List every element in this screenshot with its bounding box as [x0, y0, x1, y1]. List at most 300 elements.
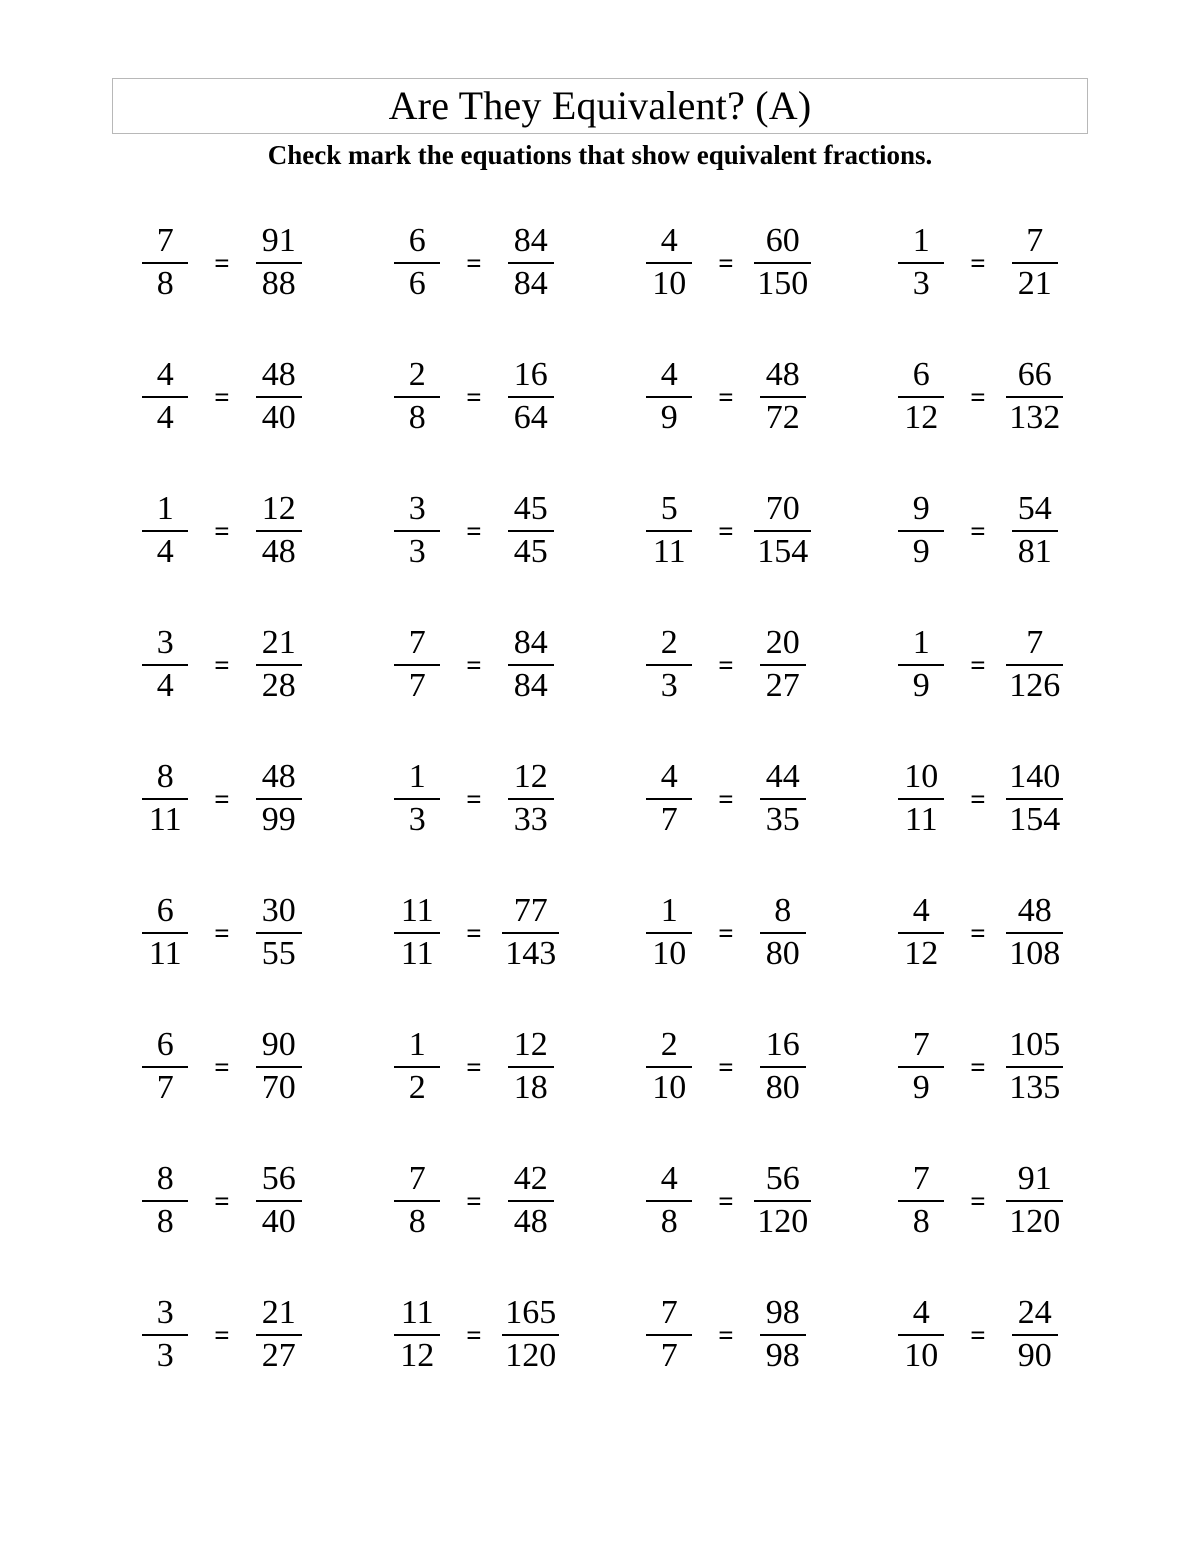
right-fraction-fraction-bar	[1006, 664, 1063, 666]
left-fraction-slot	[888, 1162, 954, 1239]
right-fraction-denominator: 40	[261, 1203, 296, 1240]
right-fraction	[256, 760, 302, 837]
left-fraction	[646, 1028, 692, 1105]
right-fraction-fraction-bar	[508, 530, 554, 532]
right-fraction	[256, 1028, 302, 1105]
problem-33[interactable]	[96, 1268, 348, 1402]
equals-sign: =	[214, 917, 230, 948]
right-fraction-slot	[246, 1296, 312, 1373]
right-fraction-slot	[750, 894, 816, 971]
left-fraction-slot	[636, 358, 702, 435]
right-fraction-fraction-bar	[754, 530, 811, 532]
left-fraction-fraction-bar	[142, 932, 188, 934]
left-fraction-denominator: 8	[408, 1203, 426, 1240]
left-fraction-denominator: 8	[156, 1203, 174, 1240]
left-fraction-numerator: 7	[156, 222, 174, 260]
left-fraction-denominator: 11	[652, 533, 686, 570]
left-fraction	[646, 358, 692, 435]
right-fraction-fraction-bar	[1012, 262, 1058, 264]
right-fraction-fraction-bar	[1012, 1334, 1058, 1336]
left-fraction-fraction-bar	[898, 664, 944, 666]
equals-sign: =	[718, 247, 734, 278]
left-fraction-fraction-bar	[394, 396, 440, 398]
right-fraction-numerator: 66	[1017, 356, 1052, 394]
right-fraction-slot	[1002, 760, 1068, 837]
equals-sign: =	[718, 917, 734, 948]
problem-18[interactable]	[348, 732, 600, 866]
right-fraction-denominator: 135	[1009, 1069, 1061, 1106]
right-fraction-fraction-bar	[1006, 932, 1063, 934]
left-fraction-numerator: 4	[660, 356, 678, 394]
equals-sign: =	[466, 1051, 482, 1082]
right-fraction-slot	[750, 1028, 816, 1105]
left-fraction-denominator: 11	[400, 935, 434, 972]
problem-grid	[96, 196, 1104, 1402]
right-fraction-slot	[246, 1162, 312, 1239]
problem-8[interactable]	[852, 330, 1104, 464]
right-fraction-denominator: 80	[765, 935, 800, 972]
left-fraction-denominator: 11	[148, 801, 182, 838]
right-fraction-slot	[750, 1296, 816, 1373]
right-fraction	[1006, 1162, 1063, 1239]
left-fraction-denominator: 8	[156, 265, 174, 302]
problem-4[interactable]	[852, 196, 1104, 330]
right-fraction-numerator: 42	[513, 1160, 548, 1198]
problem-29[interactable]	[96, 1134, 348, 1268]
left-fraction-denominator: 12	[400, 1337, 435, 1374]
right-fraction	[1006, 1028, 1063, 1105]
left-fraction-denominator: 3	[912, 265, 930, 302]
right-fraction-numerator: 91	[261, 222, 296, 260]
left-fraction-denominator: 9	[912, 667, 930, 704]
left-fraction-fraction-bar	[646, 530, 692, 532]
left-fraction-fraction-bar	[646, 798, 692, 800]
left-fraction-numerator: 4	[660, 222, 678, 260]
right-fraction-numerator: 7	[1026, 624, 1044, 662]
left-fraction-fraction-bar	[142, 664, 188, 666]
page-title: Are They Equivalent? (A)	[388, 83, 812, 128]
left-fraction-denominator: 10	[652, 935, 687, 972]
right-fraction-numerator: 105	[1009, 1026, 1061, 1064]
right-fraction	[256, 358, 302, 435]
left-fraction-numerator: 4	[912, 1294, 930, 1332]
right-fraction-numerator: 84	[513, 624, 548, 662]
left-fraction-numerator: 8	[156, 1160, 174, 1198]
left-fraction-numerator: 6	[156, 892, 174, 930]
left-fraction-fraction-bar	[142, 396, 188, 398]
left-fraction-slot	[636, 1028, 702, 1105]
problem-20[interactable]	[852, 732, 1104, 866]
problem-7[interactable]	[600, 330, 852, 464]
right-fraction-fraction-bar	[256, 1334, 302, 1336]
problem-16[interactable]	[852, 598, 1104, 732]
right-fraction-numerator: 7	[1026, 222, 1044, 260]
right-fraction	[508, 1162, 554, 1239]
problem-22[interactable]	[348, 866, 600, 1000]
right-fraction-fraction-bar	[256, 530, 302, 532]
problem-25[interactable]	[96, 1000, 348, 1134]
right-fraction-slot	[498, 224, 564, 301]
right-fraction	[508, 224, 554, 301]
equals-sign: =	[718, 381, 734, 412]
problem-32[interactable]	[852, 1134, 1104, 1268]
problem-27[interactable]	[600, 1000, 852, 1134]
right-fraction-fraction-bar	[256, 1066, 302, 1068]
left-fraction	[142, 894, 188, 971]
left-fraction-numerator: 4	[156, 356, 174, 394]
right-fraction-fraction-bar	[1006, 1066, 1063, 1068]
left-fraction-fraction-bar	[142, 1066, 188, 1068]
left-fraction-numerator: 2	[408, 356, 426, 394]
right-fraction	[1012, 224, 1058, 301]
left-fraction-denominator: 3	[660, 667, 678, 704]
left-fraction-slot	[384, 358, 450, 435]
equals-sign: =	[466, 783, 482, 814]
right-fraction	[760, 760, 806, 837]
problem-34[interactable]	[348, 1268, 600, 1402]
problem-15[interactable]	[600, 598, 852, 732]
right-fraction-denominator: 18	[513, 1069, 548, 1106]
problem-6[interactable]	[348, 330, 600, 464]
left-fraction-numerator: 10	[904, 758, 939, 796]
right-fraction-numerator: 84	[513, 222, 548, 260]
left-fraction-denominator: 10	[652, 265, 687, 302]
left-fraction	[646, 492, 692, 569]
right-fraction-slot	[1002, 894, 1068, 971]
left-fraction-numerator: 2	[660, 1026, 678, 1064]
left-fraction-fraction-bar	[646, 262, 692, 264]
equals-sign: =	[214, 1319, 230, 1350]
problem-12[interactable]	[852, 464, 1104, 598]
left-fraction	[898, 894, 944, 971]
left-fraction-numerator: 2	[660, 624, 678, 662]
left-fraction-slot	[636, 1296, 702, 1373]
right-fraction-slot	[750, 492, 816, 569]
left-fraction-slot	[132, 1296, 198, 1373]
problem-36[interactable]	[852, 1268, 1104, 1402]
equals-sign: =	[214, 1051, 230, 1082]
problem-26[interactable]	[348, 1000, 600, 1134]
right-fraction-slot	[246, 358, 312, 435]
right-fraction-slot	[246, 224, 312, 301]
equals-sign: =	[718, 515, 734, 546]
left-fraction	[394, 1028, 440, 1105]
right-fraction	[256, 1162, 302, 1239]
left-fraction-numerator: 8	[156, 758, 174, 796]
left-fraction-fraction-bar	[646, 1200, 692, 1202]
left-fraction-fraction-bar	[394, 530, 440, 532]
left-fraction-numerator: 5	[660, 490, 678, 528]
right-fraction-numerator: 24	[1017, 1294, 1052, 1332]
left-fraction-numerator: 1	[660, 892, 678, 930]
problem-10[interactable]	[348, 464, 600, 598]
left-fraction-fraction-bar	[646, 1066, 692, 1068]
left-fraction-fraction-bar	[898, 798, 944, 800]
left-fraction-fraction-bar	[142, 262, 188, 264]
left-fraction-numerator: 1	[408, 758, 426, 796]
right-fraction	[508, 760, 554, 837]
left-fraction-slot	[132, 1162, 198, 1239]
right-fraction-fraction-bar	[502, 932, 559, 934]
left-fraction-denominator: 7	[660, 801, 678, 838]
problem-2[interactable]	[348, 196, 600, 330]
right-fraction-slot	[498, 760, 564, 837]
right-fraction	[256, 626, 302, 703]
right-fraction-denominator: 27	[261, 1337, 296, 1374]
left-fraction-fraction-bar	[898, 530, 944, 532]
problem-35[interactable]	[600, 1268, 852, 1402]
left-fraction-denominator: 4	[156, 667, 174, 704]
equals-sign: =	[466, 917, 482, 948]
right-fraction-numerator: 90	[261, 1026, 296, 1064]
left-fraction-numerator: 11	[400, 1294, 434, 1332]
problem-17[interactable]	[96, 732, 348, 866]
right-fraction	[256, 492, 302, 569]
left-fraction-denominator: 8	[408, 399, 426, 436]
left-fraction-numerator: 6	[912, 356, 930, 394]
problem-3[interactable]	[600, 196, 852, 330]
problem-13[interactable]	[96, 598, 348, 732]
right-fraction-slot	[246, 626, 312, 703]
problem-19[interactable]	[600, 732, 852, 866]
right-fraction-slot	[1002, 626, 1068, 703]
right-fraction-denominator: 70	[261, 1069, 296, 1106]
left-fraction	[394, 626, 440, 703]
left-fraction-denominator: 10	[904, 1337, 939, 1374]
right-fraction-slot	[1002, 358, 1068, 435]
right-fraction-numerator: 70	[765, 490, 800, 528]
left-fraction-numerator: 3	[408, 490, 426, 528]
right-fraction	[508, 492, 554, 569]
equals-sign: =	[970, 381, 986, 412]
problem-9[interactable]	[96, 464, 348, 598]
right-fraction-fraction-bar	[1006, 1200, 1063, 1202]
left-fraction-fraction-bar	[898, 1334, 944, 1336]
equals-sign: =	[214, 247, 230, 278]
problem-23[interactable]	[600, 866, 852, 1000]
equals-sign: =	[970, 515, 986, 546]
right-fraction-denominator: 84	[513, 265, 548, 302]
right-fraction-slot	[1002, 1162, 1068, 1239]
left-fraction	[142, 358, 188, 435]
right-fraction-numerator: 165	[505, 1294, 557, 1332]
right-fraction-fraction-bar	[508, 262, 554, 264]
left-fraction-denominator: 11	[904, 801, 938, 838]
left-fraction-slot	[132, 1028, 198, 1105]
right-fraction-numerator: 12	[261, 490, 296, 528]
right-fraction-denominator: 88	[261, 265, 296, 302]
right-fraction-slot	[498, 1296, 564, 1373]
left-fraction-fraction-bar	[394, 798, 440, 800]
right-fraction-denominator: 27	[765, 667, 800, 704]
left-fraction-slot	[636, 626, 702, 703]
right-fraction-numerator: 12	[513, 1026, 548, 1064]
equals-sign: =	[970, 917, 986, 948]
left-fraction-numerator: 3	[156, 624, 174, 662]
right-fraction-denominator: 98	[765, 1337, 800, 1374]
equals-sign: =	[214, 1185, 230, 1216]
left-fraction-slot	[636, 760, 702, 837]
right-fraction-numerator: 12	[513, 758, 548, 796]
left-fraction-slot	[888, 492, 954, 569]
left-fraction-slot	[384, 894, 450, 971]
right-fraction	[256, 224, 302, 301]
equals-sign: =	[466, 1185, 482, 1216]
left-fraction-numerator: 7	[408, 624, 426, 662]
right-fraction	[256, 1296, 302, 1373]
left-fraction-numerator: 4	[660, 758, 678, 796]
equals-sign: =	[466, 247, 482, 278]
right-fraction-numerator: 77	[513, 892, 548, 930]
left-fraction-slot	[384, 492, 450, 569]
instructions-text: Check mark the equations that show equivalent fractions.	[267, 140, 933, 170]
left-fraction	[898, 626, 944, 703]
right-fraction-fraction-bar	[256, 396, 302, 398]
right-fraction-slot	[750, 1162, 816, 1239]
equals-sign: =	[466, 381, 482, 412]
left-fraction-numerator: 7	[912, 1026, 930, 1064]
equals-sign: =	[466, 515, 482, 546]
equals-sign: =	[214, 515, 230, 546]
right-fraction-fraction-bar	[502, 1334, 559, 1336]
equals-sign: =	[718, 1051, 734, 1082]
problem-row	[96, 196, 1104, 330]
left-fraction-slot	[888, 224, 954, 301]
left-fraction	[646, 224, 692, 301]
problem-21[interactable]	[96, 866, 348, 1000]
left-fraction	[394, 1296, 440, 1373]
left-fraction-slot	[384, 1162, 450, 1239]
right-fraction-fraction-bar	[256, 798, 302, 800]
right-fraction-slot	[246, 492, 312, 569]
equals-sign: =	[466, 649, 482, 680]
left-fraction-slot	[888, 760, 954, 837]
right-fraction-fraction-bar	[256, 932, 302, 934]
problem-5[interactable]	[96, 330, 348, 464]
left-fraction-denominator: 4	[156, 533, 174, 570]
left-fraction-slot	[636, 894, 702, 971]
right-fraction-numerator: 21	[261, 1294, 296, 1332]
right-fraction	[256, 894, 302, 971]
right-fraction-denominator: 40	[261, 399, 296, 436]
right-fraction-fraction-bar	[760, 798, 806, 800]
right-fraction-fraction-bar	[508, 1066, 554, 1068]
right-fraction	[1006, 894, 1063, 971]
right-fraction-denominator: 143	[505, 935, 557, 972]
right-fraction-fraction-bar	[754, 262, 811, 264]
left-fraction-numerator: 6	[408, 222, 426, 260]
left-fraction-slot	[888, 358, 954, 435]
right-fraction-numerator: 48	[261, 356, 296, 394]
left-fraction-slot	[888, 1028, 954, 1105]
right-fraction-fraction-bar	[256, 1200, 302, 1202]
equals-sign: =	[970, 783, 986, 814]
title-box	[112, 78, 1088, 134]
left-fraction-numerator: 7	[408, 1160, 426, 1198]
right-fraction-numerator: 16	[765, 1026, 800, 1064]
problem-28[interactable]	[852, 1000, 1104, 1134]
problem-31[interactable]	[600, 1134, 852, 1268]
left-fraction-slot	[132, 894, 198, 971]
problem-row	[96, 330, 1104, 464]
problem-24[interactable]	[852, 866, 1104, 1000]
right-fraction-numerator: 98	[765, 1294, 800, 1332]
left-fraction-numerator: 1	[408, 1026, 426, 1064]
left-fraction-denominator: 7	[408, 667, 426, 704]
right-fraction-fraction-bar	[1006, 396, 1063, 398]
left-fraction	[142, 1162, 188, 1239]
right-fraction-denominator: 90	[1017, 1337, 1052, 1374]
left-fraction	[394, 760, 440, 837]
right-fraction	[760, 358, 806, 435]
right-fraction-numerator: 48	[1017, 892, 1052, 930]
left-fraction-fraction-bar	[142, 798, 188, 800]
left-fraction	[898, 492, 944, 569]
left-fraction	[646, 626, 692, 703]
left-fraction-slot	[636, 1162, 702, 1239]
problem-row	[96, 464, 1104, 598]
problem-row	[96, 1268, 1104, 1402]
right-fraction-slot	[750, 358, 816, 435]
left-fraction-fraction-bar	[646, 932, 692, 934]
right-fraction-numerator: 45	[513, 490, 548, 528]
problem-14[interactable]	[348, 598, 600, 732]
right-fraction	[1012, 492, 1058, 569]
left-fraction-denominator: 12	[904, 399, 939, 436]
right-fraction	[502, 894, 559, 971]
left-fraction-fraction-bar	[394, 262, 440, 264]
left-fraction-fraction-bar	[898, 262, 944, 264]
right-fraction-denominator: 35	[765, 801, 800, 838]
left-fraction-numerator: 1	[912, 624, 930, 662]
right-fraction-fraction-bar	[508, 1200, 554, 1202]
right-fraction-fraction-bar	[754, 1200, 811, 1202]
problem-row	[96, 598, 1104, 732]
right-fraction-slot	[1002, 224, 1068, 301]
left-fraction	[142, 626, 188, 703]
left-fraction-fraction-bar	[142, 1334, 188, 1336]
left-fraction	[142, 1028, 188, 1105]
right-fraction-numerator: 56	[261, 1160, 296, 1198]
right-fraction	[760, 1028, 806, 1105]
right-fraction-fraction-bar	[760, 396, 806, 398]
problem-11[interactable]	[600, 464, 852, 598]
right-fraction-denominator: 120	[1009, 1203, 1061, 1240]
left-fraction-slot	[132, 760, 198, 837]
left-fraction-numerator: 4	[912, 892, 930, 930]
left-fraction-fraction-bar	[898, 396, 944, 398]
right-fraction-slot	[750, 626, 816, 703]
left-fraction-denominator: 3	[408, 801, 426, 838]
right-fraction-slot	[498, 894, 564, 971]
left-fraction-numerator: 1	[912, 222, 930, 260]
left-fraction-fraction-bar	[394, 932, 440, 934]
problem-1[interactable]	[96, 196, 348, 330]
problem-30[interactable]	[348, 1134, 600, 1268]
equals-sign: =	[718, 649, 734, 680]
left-fraction-denominator: 9	[912, 1069, 930, 1106]
left-fraction-slot	[132, 224, 198, 301]
right-fraction-fraction-bar	[760, 932, 806, 934]
right-fraction-numerator: 56	[765, 1160, 800, 1198]
right-fraction	[1006, 760, 1063, 837]
right-fraction-numerator: 48	[765, 356, 800, 394]
left-fraction-slot	[384, 224, 450, 301]
equals-sign: =	[970, 247, 986, 278]
left-fraction-slot	[132, 492, 198, 569]
right-fraction	[754, 492, 811, 569]
right-fraction	[508, 1028, 554, 1105]
